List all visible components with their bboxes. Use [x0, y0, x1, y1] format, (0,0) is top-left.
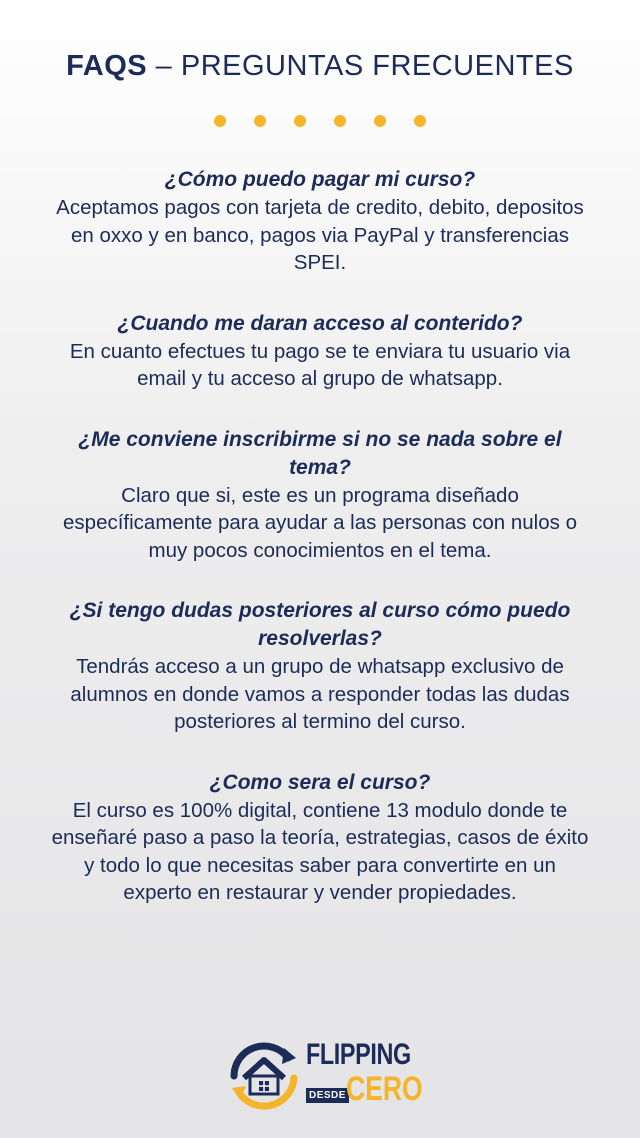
faq-question: ¿Me conviene inscribirme si no se nada sobre el tema? [78, 427, 562, 479]
decorative-dots [0, 115, 640, 127]
decorative-dot [294, 115, 306, 127]
faq-question: ¿Si tengo dudas posteriores al curso cómo puedo resolverlas? [69, 599, 571, 650]
decorative-dot [334, 115, 346, 127]
title-rest: – PREGUNTAS FRECUENTES [147, 50, 574, 82]
faq-question: ¿Como sera el curso? [209, 770, 431, 794]
logo-text-line1: FLIPPING [306, 1038, 411, 1071]
title-bold: FAQS [66, 50, 148, 82]
faq-item [50, 426, 590, 565]
decorative-dot [254, 115, 266, 127]
logo-text-big: CERO [346, 1070, 423, 1108]
brand-logo [226, 1036, 423, 1116]
faq-answer: Aceptamos pagos con tarjeta de credito, debito, depositos en oxxo y en banco, pagos via PayPal y transferencias SPEI. [56, 196, 584, 274]
faq-question: ¿Cuando me daran acceso al conterido? [117, 311, 523, 335]
faq-answer: Claro que si, este es un programa diseñado específicamente para ayudar a las personas con nulos o muy pocos conocimientos en el tema. [63, 483, 577, 562]
decorative-dot [414, 115, 426, 127]
logo-text-small: DESDE [306, 1088, 349, 1103]
faq-item [50, 597, 590, 736]
faq-item [50, 769, 590, 907]
faq-answer: Tendrás acceso a un grupo de whatsapp exclusivo de alumnos en donde vamos a responder todas las dudas posteriores al termino del curso. [70, 655, 570, 733]
faq-answer: El curso es 100% digital, contiene 13 modulo donde te enseñaré paso a paso la teoría, estrategias, casos de éxito y todo lo que necesitas saber para convertirte en un experto en restaurar y vender propiedades. [51, 798, 589, 904]
faq-item [50, 310, 590, 393]
faq-question: ¿Cómo puedo pagar mi curso? [164, 168, 476, 191]
faq-answer: En cuanto efectues tu pago se te enviara tu usuario via email y tu acceso al grupo de whatsapp. [69, 339, 571, 390]
house-logo-icon [226, 1036, 302, 1114]
page-title [0, 50, 640, 83]
decorative-dot [214, 115, 226, 127]
faq-item [50, 166, 590, 277]
decorative-dot [374, 115, 386, 127]
faq-list [50, 166, 590, 940]
